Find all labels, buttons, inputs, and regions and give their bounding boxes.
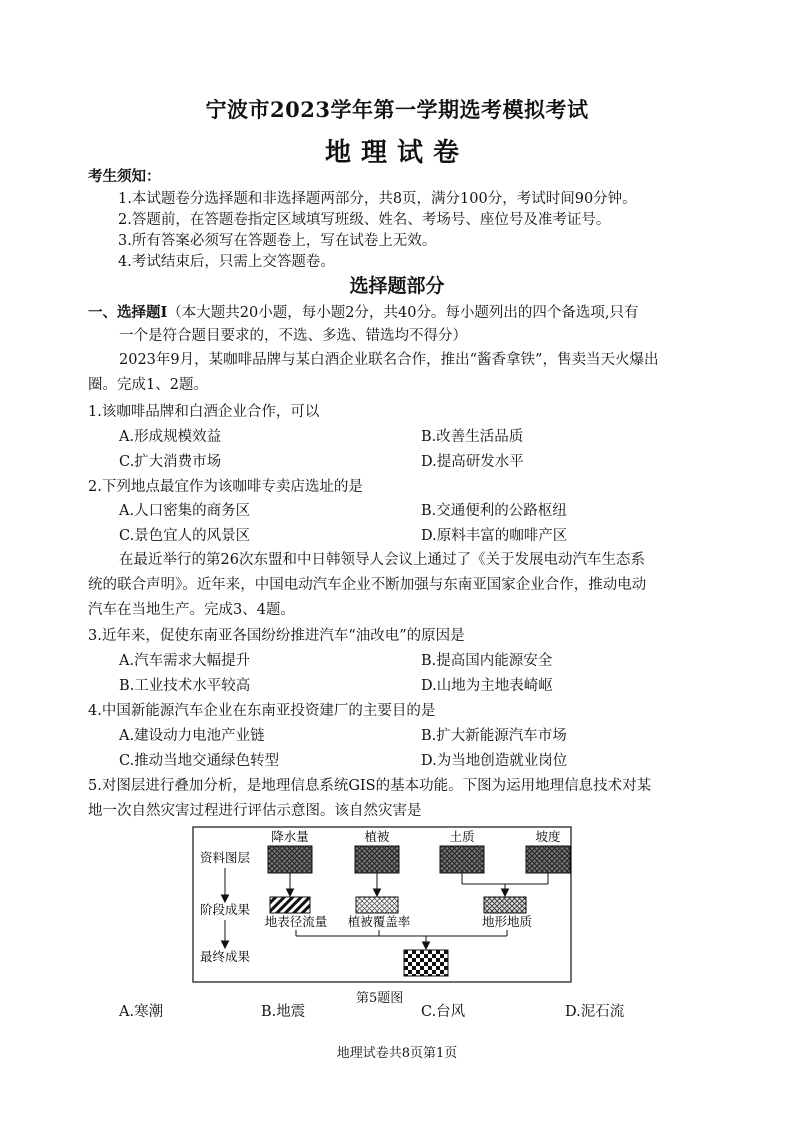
stage-box-terrain <box>484 897 526 913</box>
q4-option-a: A.建设动力电池产业链 <box>119 728 265 744</box>
q4-option-c: C.推动当地交通绿色转型 <box>119 753 280 769</box>
passage2-line: 在最近举行的第26次东盟和中日韩领导人会议上通过了《关于发展电动汽车生态系 <box>119 552 645 568</box>
row-label-data: 资料图层 <box>200 850 251 865</box>
q3-option-d: D.山地为主地表崎岖 <box>421 678 553 694</box>
layer-label-soil: 土质 <box>449 829 475 844</box>
q4-option-d: D.为当地创造就业岗位 <box>421 753 568 769</box>
q1-option-d: D.提高研发水平 <box>421 454 524 470</box>
q5-stem: 地一次自然灾害过程进行评估示意图。该自然灾害是 <box>88 803 422 819</box>
figure-caption: 第5题图 <box>356 991 404 1006</box>
final-result-box <box>404 950 448 976</box>
layer-label-slope: 坡度 <box>535 829 561 844</box>
section-title: 选择题部分 <box>349 275 445 297</box>
q2-option-d: D.原料丰富的咖啡产区 <box>421 528 568 544</box>
stage-box-runoff <box>270 897 310 913</box>
layer-box-rainfall <box>268 846 312 873</box>
q2-option-b: B.交通便利的公路枢纽 <box>421 503 567 519</box>
page-footer: 地理试卷共8页第1页 <box>336 1046 458 1061</box>
q2-option-a: A.人口密集的商务区 <box>119 503 251 519</box>
q5-option-a: A.寒潮 <box>119 1004 164 1020</box>
q5-option-b: B.地震 <box>261 1004 306 1020</box>
part1-label: 一、选择题Ⅰ <box>88 304 168 321</box>
layer-label-rainfall: 降水量 <box>271 829 309 844</box>
q1-option-b: B.改善生活品质 <box>421 429 524 445</box>
subject-title: 地理试卷 <box>324 138 469 168</box>
gis-overlay-figure <box>192 826 584 990</box>
part1-instructions <box>88 304 639 322</box>
notice-item: 3.所有答案必须写在答题卷上，写在试卷上无效。 <box>118 233 437 249</box>
passage1-line: 圈。完成1、2题。 <box>88 377 208 393</box>
exam-title: 宁波市2023学年第一学期选考模拟考试 <box>205 97 589 122</box>
q3-option-a: A.汽车需求大幅提升 <box>119 653 251 669</box>
q5-stem: 5.对图层进行叠加分析，是地理信息系统GIS的基本功能。下图为运用地理信息技术对某 <box>88 778 652 794</box>
q3-option-c: B.工业技术水平较高 <box>119 678 251 694</box>
q1-option-a: A.形成规模效益 <box>119 429 222 445</box>
passage2-line: 统的联合声明》。近年来，中国电动汽车企业不断加强与东南亚国家企业合作，推动电动 <box>88 577 647 593</box>
layer-label-vegetation: 植被 <box>364 829 390 844</box>
passage2-line: 汽车在当地生产。完成3、4题。 <box>88 602 295 618</box>
passage1-line: 2023年9月，某咖啡品牌与某白酒企业联名合作，推出“酱香拿铁”，售卖当天火爆出 <box>119 352 659 368</box>
q2-option-c: C.景色宜人的风景区 <box>119 528 251 544</box>
row-label-stage: 阶段成果 <box>200 902 251 917</box>
notice-item: 2.答题前，在答题卷指定区域填写班级、姓名、考场号、座位号及准考证号。 <box>118 212 611 228</box>
q1-stem: 1.该咖啡品牌和白酒企业合作，可以 <box>88 404 320 420</box>
stage-label-terrain: 地形地质 <box>481 914 533 929</box>
notice-heading: 考生须知： <box>88 168 161 185</box>
q4-option-b: B.扩大新能源汽车市场 <box>421 728 567 744</box>
q3-option-b: B.提高国内能源安全 <box>421 653 553 669</box>
q5-option-d: D.泥石流 <box>565 1004 625 1020</box>
q1-option-c: C.扩大消费市场 <box>119 454 222 470</box>
part1-line2: 一个是符合题目要求的，不选、多选、错选均不得分） <box>119 328 467 344</box>
q2-stem: 2.下列地点最宜作为该咖啡专卖店选址的是 <box>88 479 363 495</box>
notice-item: 4.考试结束后，只需上交答题卷。 <box>118 254 335 270</box>
stage-label-coverage: 植被覆盖率 <box>347 914 411 929</box>
row-label-final: 最终成果 <box>200 949 251 964</box>
stage-box-coverage <box>356 897 398 913</box>
layer-box-slope <box>526 846 570 873</box>
layer-box-vegetation <box>355 846 399 873</box>
q4-stem: 4.中国新能源汽车企业在东南亚投资建厂的主要目的是 <box>88 703 436 719</box>
layer-box-soil <box>440 846 484 873</box>
notice-item: 1.本试题卷分选择题和非选择题两部分，共8页，满分100分，考试时间90分钟。 <box>118 191 637 207</box>
q5-option-c: C.台风 <box>421 1004 466 1020</box>
q3-stem: 3.近年来，促使东南亚各国纷纷推进汽车“油改电”的原因是 <box>88 628 465 644</box>
part1-line1: （本大题共20小题，每小题2分，共40分。每小题列出的四个备选项,只有 <box>167 305 639 321</box>
stage-label-runoff: 地表径流量 <box>264 914 328 929</box>
